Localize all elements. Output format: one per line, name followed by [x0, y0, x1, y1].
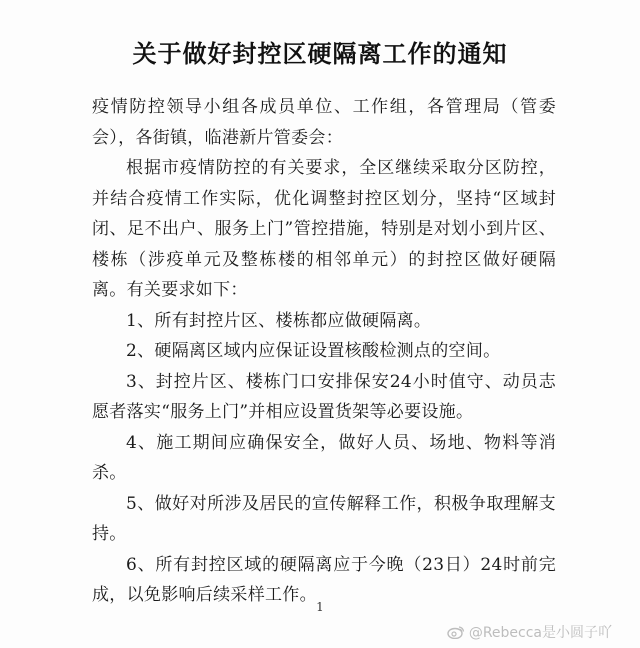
requirement-item-1: 1、所有封控片区、楼栋都应做硬隔离。	[126, 310, 432, 331]
document-title: 关于做好封控区硬隔离工作的通知	[132, 40, 508, 68]
page-number: 1	[316, 600, 324, 614]
weibo-icon	[447, 625, 465, 639]
watermark-text: @Rebecca是小圆子吖	[468, 625, 612, 641]
requirement-item-4: 4、施工期间应确保安全，做好人员、场地、物料等消杀。	[92, 432, 556, 483]
requirement-item-3: 3、封控片区、楼栋门口安排保安24小时值守、动员志愿者落实“服务上门”并相应设置货架等必要设施。	[92, 371, 556, 422]
requirement-item-6: 6、所有封控区域的硬隔离应于今晚（23日）24时前完成，以免影响后续采样工作。	[92, 554, 556, 605]
addressee-paragraph: 疫情防控领导小组各成员单位、工作组，各管理局（管委会），各街镇，临港新片管委会：	[92, 97, 556, 148]
requirement-item-2: 2、硬隔离区域内应保证设置核酸检测点的空间。	[126, 341, 501, 361]
watermark	[447, 622, 612, 642]
requirement-item-5: 5、做好对所涉及居民的宣传解释工作，积极争取理解支持。	[92, 493, 556, 544]
document-body	[92, 92, 556, 611]
intro-paragraph: 根据市疫情防控的有关要求，全区继续采取分区防控，并结合疫情工作实际，优化调整封控区划分，坚持“区域封闭、足不出户、服务上门”管控措施，特别是对划小到片区、楼栋（涉疫单元及整栋楼的相邻单元）的封控区做好硬隔离。有关要求如下：	[92, 158, 556, 300]
